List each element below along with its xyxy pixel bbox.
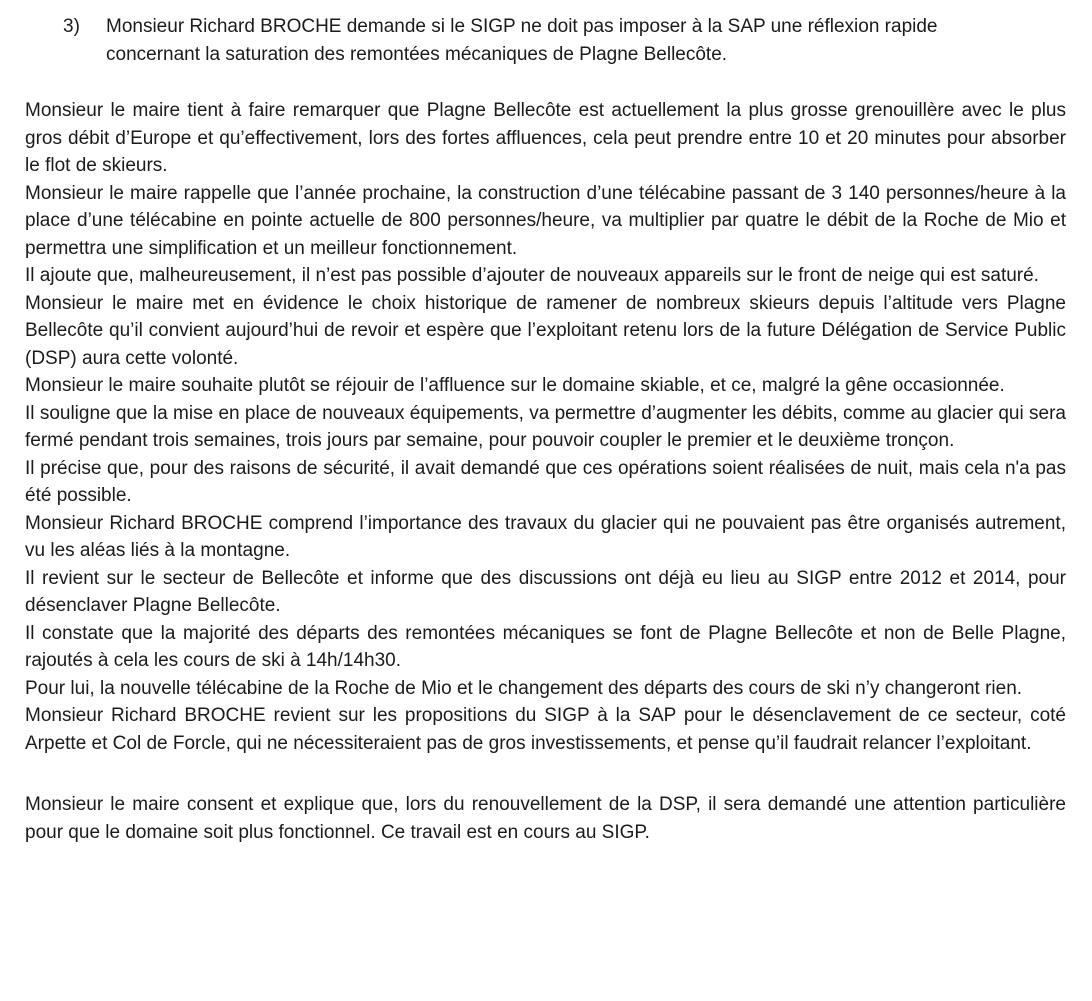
paragraph: Monsieur Richard BROCHE revient sur les propositions du SIGP à la SAP pour le désenclavement de ce secteur, coté Arpette et Col de Forcle, qui ne nécessiteraient pas de gros investissements, et pense qu’il faudrait relancer l’exploitant. — [25, 705, 1066, 754]
list-item-number: 3) — [63, 16, 80, 37]
paragraph: Monsieur le maire tient à faire remarquer que Plagne Bellecôte est actuellement la plus grosse grenouillère avec le plus gros débit d’Europe et qu’effectivement, lors des fortes affluences, cela peut prendre entre 10 et 20 minutes pour absorber le flot de skieurs. — [25, 100, 1066, 176]
paragraph: Monsieur le maire met en évidence le choix historique de ramener de nombreux skieurs depuis l’altitude vers Plagne Bellecôte qu’il convient aujourd’hui de revoir et espère que l’exploitant retenu lors de la future Délégation de Service Public (DSP) aura cette volonté. — [25, 292, 1066, 369]
paragraph: Il revient sur le secteur de Bellecôte et informe que des discussions ont déjà eu lieu au SIGP entre 2012 et 2014, pour désenclaver Plagne Bellecôte. — [25, 567, 1066, 616]
closing-paragraph-block — [25, 791, 1066, 846]
body-paragraphs — [25, 97, 1066, 757]
paragraph: Monsieur le maire souhaite plutôt se réjouir de l’affluence sur le domaine skiable, et ce, malgré la gêne occasionnée. — [25, 375, 1005, 396]
paragraph: Il ajoute que, malheureusement, il n’est pas possible d’ajouter de nouveaux appareils sur le front de neige qui est saturé. — [25, 265, 1039, 286]
numbered-list-item — [63, 13, 1066, 68]
paragraph: Il souligne que la mise en place de nouveaux équipements, va permettre d’augmenter les débits, comme au glacier qui sera fermé pendant trois semaines, trois jours par semaine, pour pouvoir coupler le premier et le deuxième tronçon. — [25, 402, 1066, 451]
paragraph: Monsieur Richard BROCHE comprend l’importance des travaux du glacier qui ne pouvaient pas être organisés autrement, vu les aléas liés à la montagne. — [25, 512, 1066, 561]
paragraph: Pour lui, la nouvelle télécabine de la Roche de Mio et le changement des départs des cours de ski n’y changeront rien. — [25, 677, 1023, 699]
list-item-text: Monsieur Richard BROCHE demande si le SIGP ne doit pas imposer à la SAP une réflexion rapide concernant la saturation des remontées mécaniques de Plagne Bellecôte. — [106, 16, 938, 65]
paragraph: Il précise que, pour des raisons de sécurité, il avait demandé que ces opérations soient réalisées de nuit, mais cela n'a pas été possible. — [25, 457, 1066, 506]
paragraph: Il constate que la majorité des départs des remontées mécaniques se font de Plagne Bellecôte et non de Belle Plagne, rajoutés à cela les cours de ski à 14h/14h30. — [25, 622, 1066, 671]
paragraph: Monsieur le maire rappelle que l’année prochaine, la construction d’une télécabine passant de 3 140 personnes/heure à la place d’une télécabine en pointe actuelle de 800 personnes/heure, va multiplier par quatre le débit de la Roche de Mio et permettra une simplification et un meilleur fonctionnement. — [25, 182, 1066, 259]
closing-paragraph: Monsieur le maire consent et explique que, lors du renouvellement de la DSP, il sera demandé une attention particulière pour que le domaine soit plus fonctionnel. Ce travail est en cours au SIGP. — [25, 794, 1066, 843]
